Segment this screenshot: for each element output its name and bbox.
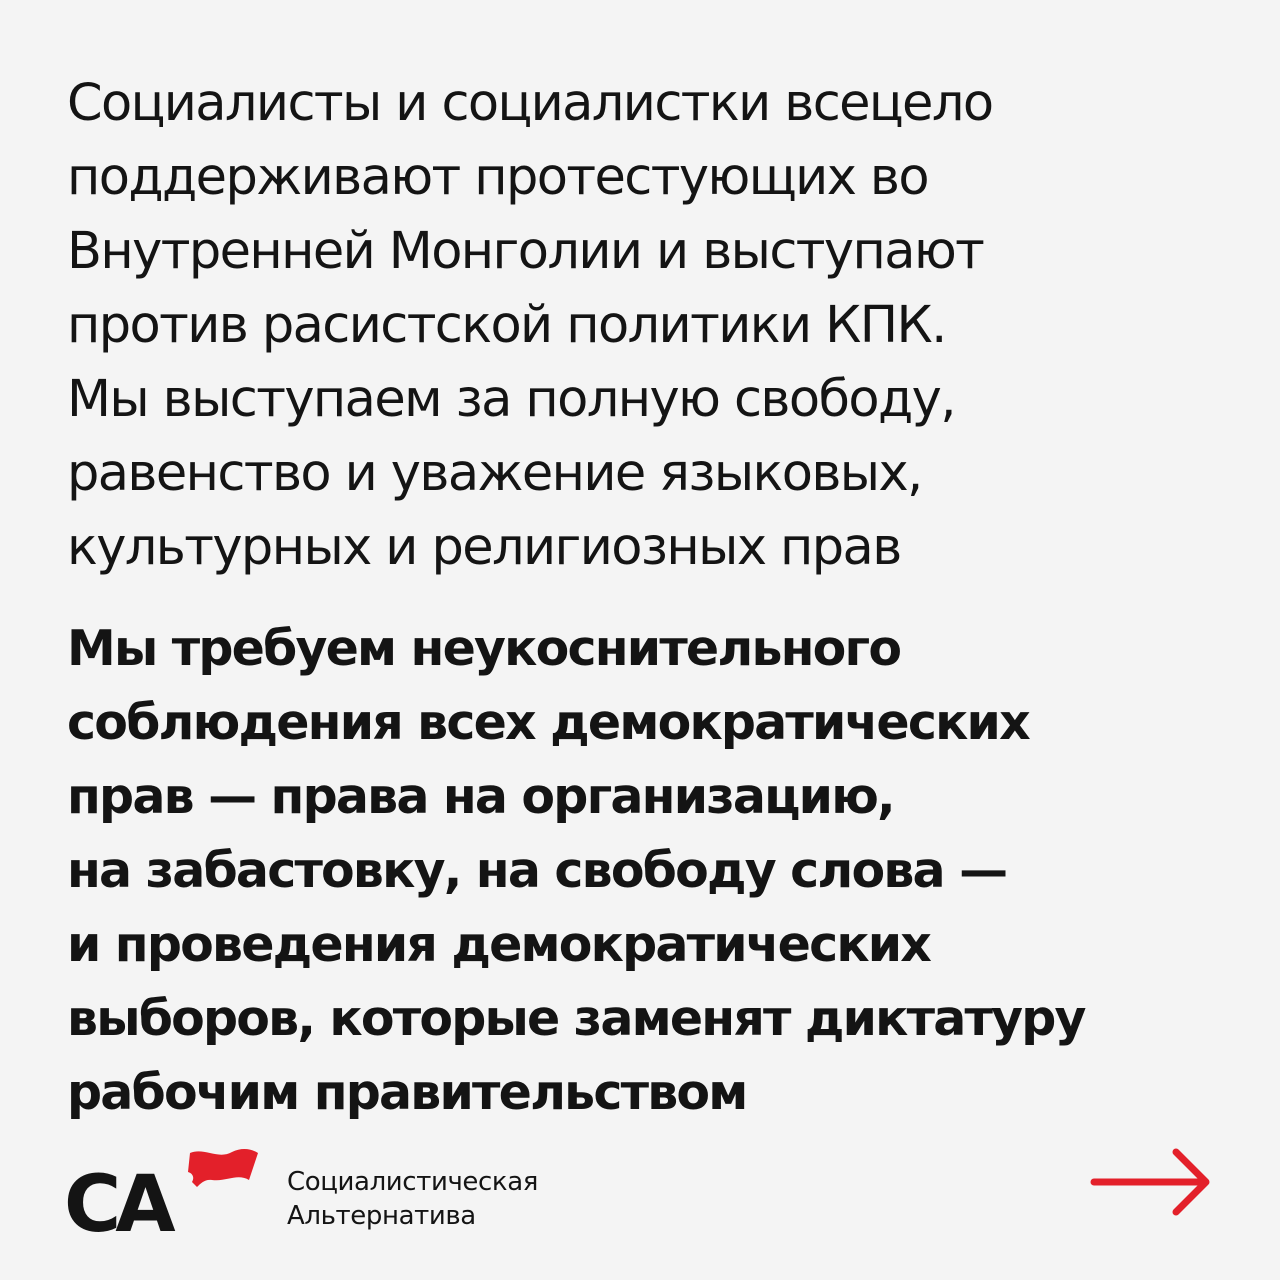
arrow-right-icon[interactable] — [1088, 1146, 1218, 1218]
demands-line: на забастовку, на свободу слова — — [67, 842, 1007, 899]
logo — [62, 1140, 262, 1240]
demands-line: и проведения демократических — [67, 916, 931, 973]
flag-icon — [188, 1149, 258, 1187]
statement-line: равенство и уважение языковых, — [67, 444, 922, 503]
org-name — [287, 1165, 538, 1233]
demands-line: выборов, которые заменят диктатуру — [67, 990, 1085, 1047]
demands-line: Мы требуем неукоснительного — [67, 620, 901, 677]
statement-line: Социалисты и социалистки всецело — [67, 74, 993, 133]
org-name-line-1: Социалистическая — [287, 1167, 538, 1197]
statement-line: поддерживают протестующих во — [67, 148, 928, 207]
statement-line: Внутренней Монголии и выступают — [67, 222, 984, 281]
demands-paragraph — [67, 612, 1217, 1130]
demands-line: рабочим правительством — [67, 1064, 747, 1121]
org-name-line-2: Альтернатива — [287, 1201, 476, 1231]
statement-line: культурных и религиозных прав — [67, 518, 901, 577]
logo-letters: СА — [64, 1160, 170, 1240]
statement-line: против расистской политики КПК. — [67, 296, 946, 355]
statement-line: Мы выступаем за полную свободу, — [67, 370, 955, 429]
statement-paragraph-1 — [67, 67, 1217, 585]
demands-line: соблюдения всех демократических — [67, 694, 1029, 751]
demands-line: прав — права на организацию, — [67, 768, 894, 825]
